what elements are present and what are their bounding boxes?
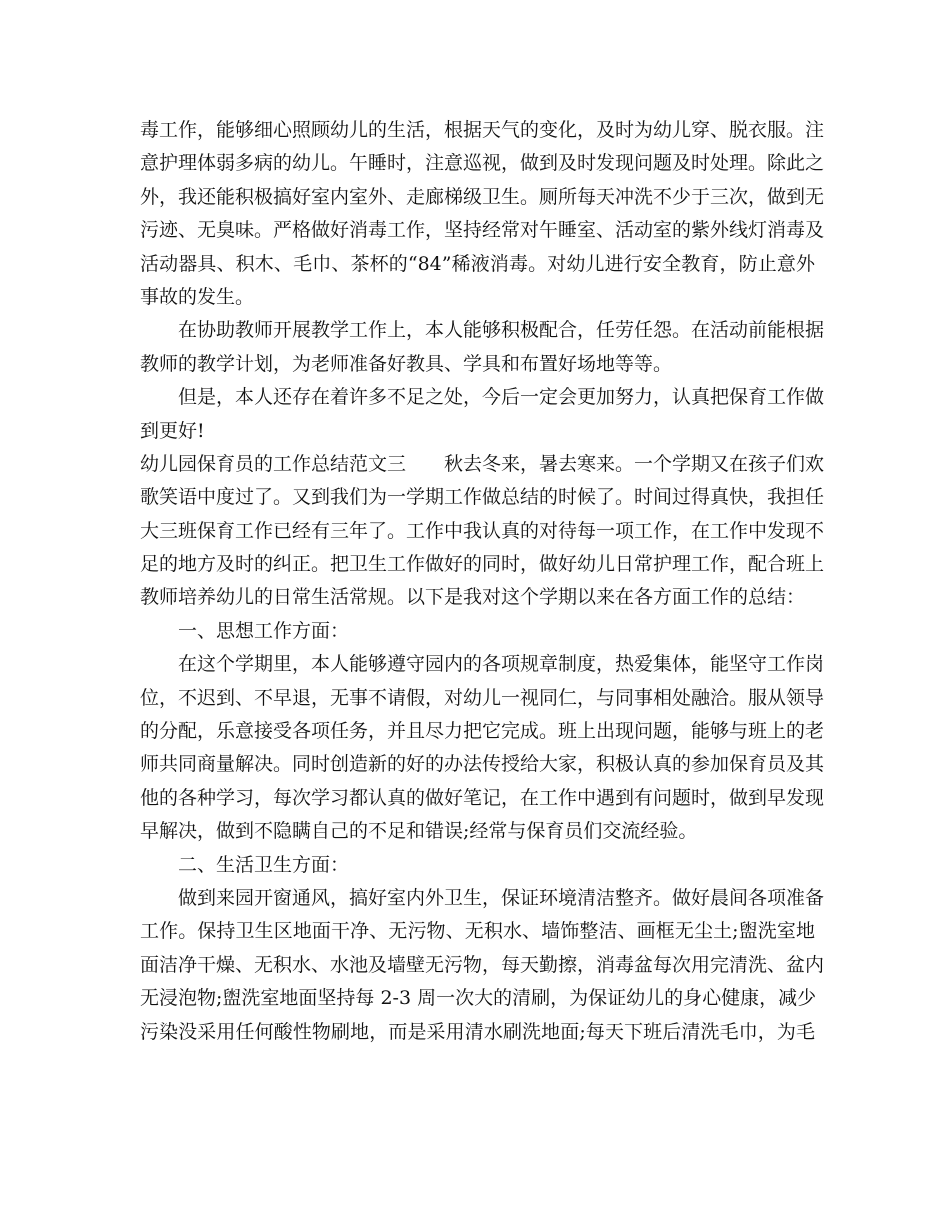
text-line: 但是，本人还存在着许多不足之处，今后一定会更加努力，认真把保育工作做 — [178, 386, 825, 409]
text-line: 教师培养幼儿的日常生活常规。以下是我对这个学期以来在各方面工作的总结： — [140, 586, 806, 609]
text-line: 在协助教师开展教学工作上，本人能够积极配合，任劳任怨。在活动前能根据 — [178, 319, 825, 342]
text-line: 教师的教学计划，为老师准备好教具、学具和布置好场地等等。 — [140, 352, 673, 375]
text-line: 早解决，做到不隐瞒自己的不足和错误;经常与保育员们交流经验。 — [140, 820, 698, 843]
text-line: 事故的发生。 — [140, 285, 255, 308]
text-line: 足的地方及时的纠正。把卫生工作做好的同时，做好幼儿日常护理工作，配合班上 — [140, 553, 825, 576]
text-line: 位，不迟到、不早退，无事不请假，对幼儿一视同仁，与同事相处融洽。服从领导 — [140, 686, 825, 709]
section-title-line — [140, 448, 825, 481]
text-line: 他的各种学习，每次学习都认真的做好笔记，在工作中遇到有问题时，做到早发现 — [140, 786, 825, 809]
subsection-heading: 一、思想工作方面： — [178, 619, 350, 642]
text-line: 工作。保持卫生区地面干净、无污物、无积水、墙饰整洁、画框无尘土;盥洗室地 — [140, 920, 815, 943]
subsection-heading: 二、生活卫生方面： — [178, 853, 350, 876]
text-line: 意护理体弱多病的幼儿。午睡时，注意巡视，做到及时发现问题及时处理。除此之 — [140, 152, 825, 175]
text-line: 师共同商量解决。同时创造新的好的办法传授给大家，积极认真的参加保育员及其 — [140, 753, 825, 776]
text-line: 做到来园开窗通风，搞好室内外卫生，保证环境清洁整齐。做好晨间各项准备 — [178, 886, 825, 909]
document-body — [140, 114, 825, 1049]
text-line: 面洁净干燥、无积水、水池及墙壁无污物，每天勤擦，消毒盆每次用完清洗、盆内 — [140, 953, 825, 976]
text-line: 大三班保育工作已经有三年了。工作中我认真的对待每一项工作，在工作中发现不 — [140, 519, 825, 542]
text-line: 外，我还能积极搞好室内室外、走廊梯级卫生。厕所每天冲洗不少于三次，做到无 — [140, 185, 825, 208]
text-line: 污染没采用任何酸性物刷地，而是采用清水刷洗地面;每天下班后清洗毛巾，为毛 — [140, 1020, 815, 1043]
text-line: 无浸泡物;盥洗室地面坚持每 2-3 周一次大的清刷，为保证幼儿的身心健康，减少 — [140, 987, 817, 1010]
text-line: 到更好! — [140, 419, 205, 442]
text-line: 污迹、无臭味。严格做好消毒工作，坚持经常对午睡室、活动室的紫外线灯消毒及 — [140, 219, 825, 242]
text-line: 歌笑语中度过了。又到我们为一学期工作做总结的时候了。时间过得真快，我担任 — [140, 486, 825, 509]
section-lead-text: 秋去冬来，暑去寒来。一个学期又在孩子们欢 — [444, 452, 825, 475]
text-line: 毒工作，能够细心照顾幼儿的生活，根据天气的变化，及时为幼儿穿、脱衣服。注 — [140, 119, 825, 141]
text-line: 活动器具、积木、毛巾、茶杯的“84”稀液消毒。对幼儿进行安全教育，防止意外 — [140, 252, 815, 275]
text-line: 在这个学期里，本人能够遵守园内的各项规章制度，热爱集体，能坚守工作岗 — [178, 653, 825, 676]
section-title: 幼儿园保育员的工作总结范文三 — [140, 452, 407, 475]
text-line: 的分配，乐意接受各项任务，并且尽力把它完成。班上出现问题，能够与班上的老 — [140, 720, 825, 743]
